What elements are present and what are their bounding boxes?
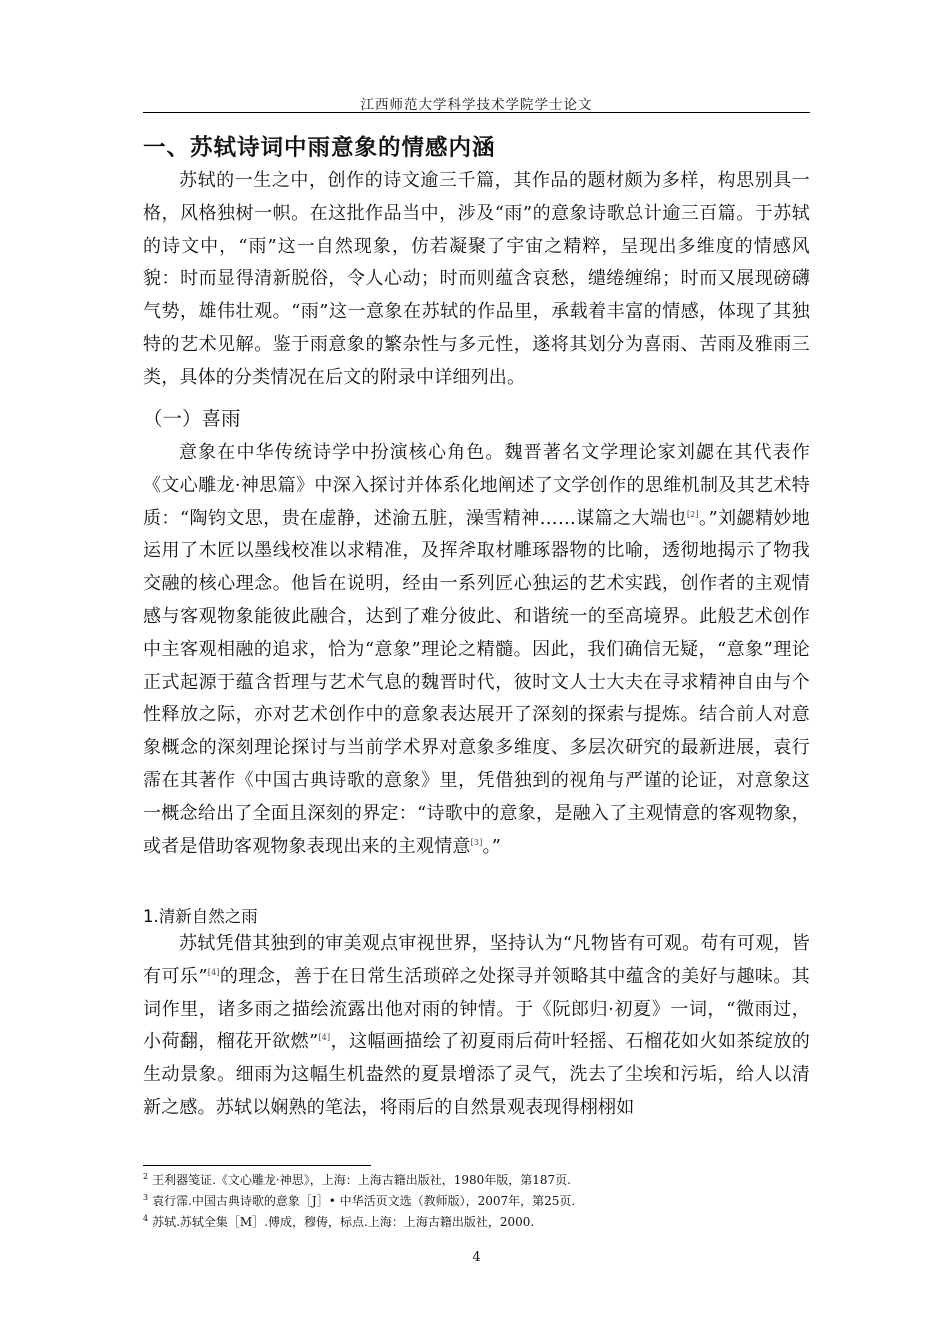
footnote [143,1193,810,1210]
footnote [143,1214,810,1231]
citation-marker: [4] [207,967,220,977]
paragraph-text: 的理念，善于在日常生活琐碎之处探寻并领略其中蕴含的美好与趣味。其词作里，诸多雨之描绘流露出他对雨的钟情。于《阮郎归·初夏》一词，“微雨过，小荷翻，榴花开欲燃” [143,965,810,1053]
paragraph-text: ，这幅画描绘了初夏雨后荷叶轻摇、石榴花如火如茶绽放的生动景象。细雨为这幅生机盎然的夏景增添了灵气，洗去了尘埃和污垢，给人以清新之感。苏轼以娴熟的笔法，将雨后的自然景观表现得栩栩如 [143,1031,811,1118]
paragraph-text: 意象在中华传统诗学中扮演核心角色。魏晋著名文学理论家刘勰在其代表作《文心雕龙·神思篇》中深入探讨并体系化地阐述了文学创作的思维机制及其艺术特质：“陶钧文思，贵在虚静，述渝五脏，澡雪精神……谋篇之大端也 [143,442,810,529]
footnote-number: 4 [143,1214,149,1223]
footnote-rule [143,1165,371,1166]
running-header: 江西师范大学科学技术学院学士论文 [360,97,593,113]
header-rule [143,112,810,113]
footnote-text: 王利器笺证.《文心雕龙·神思》，上海：上海古籍出版社，1980年版，第187页. [152,1173,571,1187]
page-number: 4 [472,1250,481,1265]
footnote-number: 2 [143,1172,149,1181]
citation-marker: [2] [686,509,699,519]
imagery-theory-paragraph [143,437,810,863]
section-title: 一、苏轼诗词中雨意象的情感内涵 [143,135,496,161]
citation-marker: [4] [318,1033,331,1043]
footnote-text: 苏轼.苏轼全集［M］.傅成，穆俦，标点.上海：上海古籍出版社，2000. [152,1215,535,1229]
subsection-title: （一）喜雨 [143,407,241,430]
paragraph-text: 苏轼凭借其独到的审美观点审视世界，坚持认为“凡物皆有可观。苟有可观，皆有可乐” [143,933,810,987]
subsubsection-title: 1.清新自然之雨 [143,907,258,926]
paragraph-text: 。” [482,835,502,857]
paragraph-text: 。”刘勰精妙地运用了木匠以墨线校准以求精准，及挥斧取材雕琢器物的比喻，透彻地揭示了物我交融的核心理念。他旨在说明，经由一系列匠心独运的艺术实践，创作者的主观情感与客观物象能彼此融合，达到了难分彼此、和谐统一的至高境界。此般艺术创作中主客观相融的追求，恰为“意象”理论之精髓。因此，我们确信无疑，“意象”理论正式起源于蕴含哲理与艺术气息的魏晋时代，彼时文人士大夫在寻求精神自由与个性释放之际，亦对艺术创作中的意象表达展开了深刻的探索与提炼。结合前人对意象概念的深刻理论探讨与当前学术界对意象多维度、多层次研究的最新进展，袁行霈在其著作《中国古典诗歌的意象》里，凭借独到的视角与严谨的论证，对意象这一概念给出了全面且深刻的界定：“诗歌中的意象，是融入了主观情意的客观物象，或者是借助客观物象表现出来的主观情意 [143,507,811,857]
section-intro-paragraph: 苏轼的一生之中，创作的诗文逾三千篇，其作品的题材颇为多样，构思别具一格，风格独树一帜。在这批作品当中，涉及“雨”的意象诗歌总计逾三百篇。于苏轼的诗文中，“雨”这一自然现象，仿若凝聚了宇宙之精粹，呈现出多维度的情感风貌：时而显得清新脱俗，令人心动；时而则蕴含哀愁，缱绻缠绵；时而又展现磅礴气势，雄伟壮观。“雨”这一意象在苏轼的作品里，承载着丰富的情感，体现了其独特的艺术见解。鉴于雨意象的繁杂性与多元性，遂将其划分为喜雨、苦雨及雅雨三类，具体的分类情况在后文的附录中详细列出。 [143,170,810,388]
footnote-number: 3 [143,1193,149,1202]
fresh-rain-paragraph [143,928,810,1125]
footnote [143,1172,810,1189]
footnote-text: 袁行霈.中国古典诗歌的意象［J］• 中华活页文选（教师版），2007年，第25页. [152,1194,576,1208]
citation-marker: [3] [470,837,483,847]
